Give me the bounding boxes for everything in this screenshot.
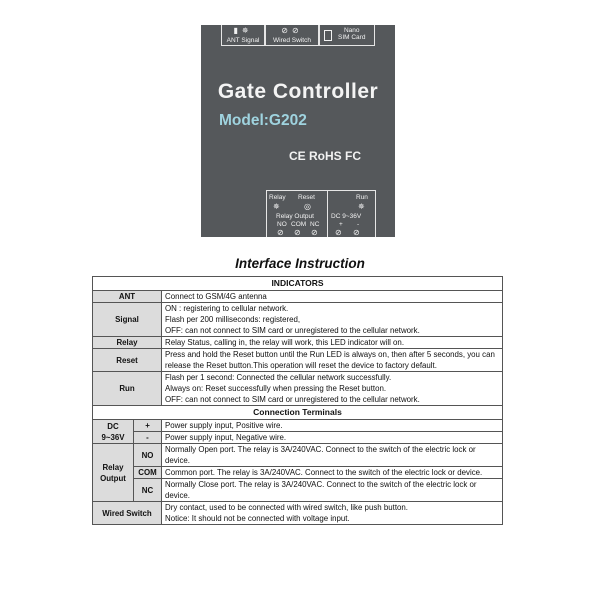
desc-line: Dry contact, used to be connected with wired switch, like push button. bbox=[165, 503, 408, 512]
row-label: Signal bbox=[93, 303, 162, 337]
nano-label: Nano bbox=[343, 27, 360, 34]
relay-output-row-label: Relay Output bbox=[93, 444, 134, 502]
wired-switch-row-label: Wired Switch bbox=[93, 502, 162, 525]
reset-button-icon: ◎ bbox=[304, 202, 311, 211]
wired-switch-box bbox=[265, 25, 319, 46]
desc-line: Flash per 1 second: Connected the cellular network successfully. bbox=[165, 373, 392, 382]
row-description: Power supply input, Negative wire. bbox=[162, 432, 503, 444]
table-row bbox=[93, 372, 503, 406]
wired-switch-label: Wired Switch bbox=[273, 37, 311, 44]
terminal-screw-icon: ⊘ bbox=[311, 228, 318, 237]
row-description bbox=[162, 337, 503, 349]
desc-line: Common port. The relay is 3A/240VAC. Connect to the switch of the electric lock or device. bbox=[165, 468, 483, 477]
ant-signal-box bbox=[221, 25, 265, 46]
interface-table bbox=[92, 276, 503, 525]
run-led-icon: ✵ bbox=[358, 202, 365, 211]
reset-label: Reset bbox=[298, 194, 315, 201]
signal-label: Signal bbox=[241, 37, 260, 44]
row-description bbox=[162, 479, 503, 502]
ant-label: ANT bbox=[226, 37, 240, 44]
plus-label: + bbox=[339, 221, 343, 228]
desc-line: Connect to GSM/4G antenna bbox=[165, 292, 267, 301]
plus-sub-label: + bbox=[134, 420, 162, 432]
table-row bbox=[93, 349, 503, 372]
table-row bbox=[93, 291, 503, 303]
desc-line: ON : registering to cellular network. bbox=[165, 304, 289, 313]
no-sub-label: NO bbox=[134, 444, 162, 467]
table-row bbox=[93, 432, 503, 444]
desc-line: release the Reset button.This operation will reset the device to factory default. bbox=[165, 361, 437, 370]
device-model: Model:G202 bbox=[219, 112, 307, 129]
no-label: NO bbox=[277, 221, 287, 228]
divider bbox=[327, 191, 328, 237]
relay-led-label: Relay bbox=[269, 194, 286, 201]
terminal-screw-icon: ⊘ bbox=[277, 228, 284, 237]
antenna-signal-icons: ▮✵ bbox=[233, 26, 253, 35]
table-row bbox=[93, 337, 503, 349]
desc-line: OFF: can not connect to SIM card or unregistered to the cellular network. bbox=[165, 326, 420, 335]
interface-instruction-heading: Interface Instruction bbox=[235, 256, 365, 271]
row-description bbox=[162, 502, 503, 525]
table-row bbox=[93, 303, 503, 337]
table-row bbox=[93, 444, 503, 467]
row-description bbox=[162, 291, 503, 303]
device-top-labels bbox=[221, 25, 375, 47]
com-label: COM bbox=[291, 221, 307, 228]
row-label: Reset bbox=[93, 349, 162, 372]
relay-led-icon: ✵ bbox=[273, 202, 280, 211]
desc-line: Flash per 200 milliseconds: registered, bbox=[165, 315, 301, 324]
table-row bbox=[93, 420, 503, 432]
nc-label: NC bbox=[310, 221, 320, 228]
sim-card-icon bbox=[324, 30, 332, 41]
desc-line: device. bbox=[165, 491, 191, 500]
device-panel bbox=[201, 25, 395, 237]
sim-card-label: SIM Card bbox=[338, 34, 366, 41]
desc-line: Always on: Reset successfully when pressing the Reset button. bbox=[165, 384, 387, 393]
dc-label: DC 9~36V bbox=[331, 213, 362, 220]
relay-output-label: Relay Output bbox=[276, 213, 314, 220]
terminal-screw-icon: ⊘ bbox=[335, 228, 342, 237]
row-description bbox=[162, 303, 503, 337]
device-title: Gate Controller bbox=[217, 80, 379, 103]
screw-terminal-icon: ⊘⊘ bbox=[281, 26, 303, 35]
dc-row-label: DC 9~36V bbox=[93, 420, 134, 444]
desc-line: Relay Status, calling in, the relay will work, this LED indicator will on. bbox=[165, 338, 405, 347]
com-sub-label: COM bbox=[134, 467, 162, 479]
row-label: Relay bbox=[93, 337, 162, 349]
desc-line: Normally Open port. The relay is 3A/240VAC. Connect to the switch of the electric lock or bbox=[165, 445, 476, 454]
row-description bbox=[162, 467, 503, 479]
desc-line: Normally Close port. The relay is 3A/240VAC. Connect to the switch of the electric lock or bbox=[165, 480, 477, 489]
indicators-header-row bbox=[93, 277, 503, 291]
desc-line: OFF: can not connect to SIM card or unregistered to the cellular network. bbox=[165, 395, 420, 404]
terminals-title: Connection Terminals bbox=[93, 406, 503, 420]
nc-sub-label: NC bbox=[134, 479, 162, 502]
desc-line: Press and hold the Reset button until the Run LED is always on, then after 5 seconds, you can bbox=[165, 350, 495, 359]
terminal-screw-icon: ⊘ bbox=[294, 228, 301, 237]
row-description bbox=[162, 349, 503, 372]
desc-line: device. bbox=[165, 456, 191, 465]
run-led-label: Run bbox=[356, 194, 368, 201]
terminals-header-row bbox=[93, 406, 503, 420]
certification-marks: CE RoHS FC bbox=[289, 149, 361, 163]
row-description: Power supply input, Positive wire. bbox=[162, 420, 503, 432]
device-bottom-terminals bbox=[266, 190, 376, 237]
sim-slot-box bbox=[319, 25, 375, 46]
table-row bbox=[93, 479, 503, 502]
table-row bbox=[93, 502, 503, 525]
minus-label: - bbox=[357, 221, 360, 228]
table-row bbox=[93, 467, 503, 479]
terminal-screw-icon: ⊘ bbox=[353, 228, 360, 237]
row-label: Run bbox=[93, 372, 162, 406]
row-description bbox=[162, 444, 503, 467]
row-description bbox=[162, 372, 503, 406]
indicators-title: INDICATORS bbox=[93, 277, 503, 291]
desc-line: Notice: It should not be connected with voltage input. bbox=[165, 514, 350, 523]
row-label: ANT bbox=[93, 291, 162, 303]
minus-sub-label: - bbox=[134, 432, 162, 444]
